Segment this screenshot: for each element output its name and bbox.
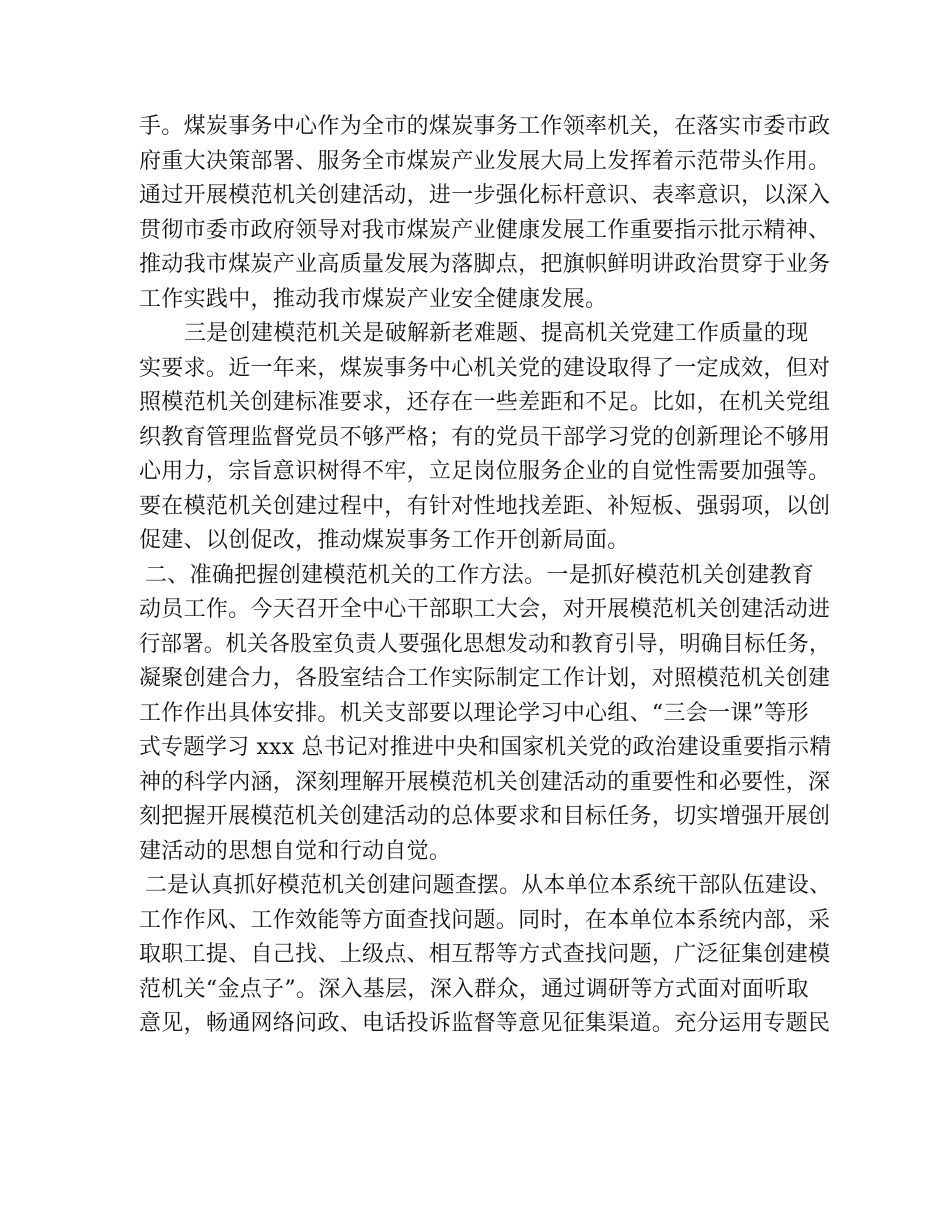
text-line: 取职工提、自己找、上级点、相互帮等方式查找问题，广泛征集创建模 [139, 942, 831, 967]
section-heading-line: 二、准确把握创建模范机关的工作方法。一是抓好模范机关创建教育 [145, 562, 815, 588]
text-line: 工作实践中，推动我市煤炭产业安全健康发展。 [139, 286, 608, 312]
text-line: 通过开展模范机关创建活动，进一步强化标杆意识、表率意识，以深入 [139, 183, 831, 208]
text-line: 工作作出具体安排。机关支部要以理论学习中心组、“三会一课”等形 [139, 700, 809, 726]
text-line: 促建、以创促改，推动煤炭事务工作开创新局面。 [139, 528, 630, 553]
document-body [139, 110, 832, 1042]
text-line: 要在模范机关创建过程中，有针对性地找差距、补短板、强弱项，以创 [139, 493, 831, 519]
text-line: 式专题学习 xxx 总书记对推进中央和国家机关党的政治建设重要指示精 [139, 735, 832, 760]
text-line: 府重大决策部署、服务全市煤炭产业发展大局上发挥着示范带头作用。 [139, 148, 831, 174]
text-line: 工作作风、工作效能等方面查找问题。同时，在本单位本系统内部，采 [139, 907, 831, 933]
text-line: 意见，畅通网络问政、电话投诉监督等意见征集渠道。充分运用专题民 [139, 1011, 831, 1036]
text-line: 心用力，宗旨意识树得不牢，立足岗位服务企业的自觉性需要加强等。 [139, 459, 831, 484]
paragraph-start-line: 三是创建模范机关是破解新老难题、提高机关党建工作质量的现 [184, 321, 809, 346]
text-line: 贯彻市委市政府领导对我市煤炭产业健康发展工作重要指示批示精神、 [139, 217, 831, 243]
text-line: 实要求。近一年来，煤炭事务中心机关党的建设取得了一定成效，但对 [139, 355, 831, 381]
text-line: 照模范机关创建标准要求，还存在一些差距和不足。比如，在机关党组 [139, 390, 831, 415]
text-line: 行部署。机关各股室负责人要强化思想发动和教育引导，明确目标任务， [139, 631, 831, 657]
text-line: 动员工作。今天召开全中心干部职工大会，对开展模范机关创建活动进 [139, 597, 831, 622]
text-line: 凝聚创建合力，各股室结合工作实际制定工作计划，对照模范机关创建 [139, 666, 831, 691]
text-line: 手。煤炭事务中心作为全市的煤炭事务工作领率机关，在落实市委市政 [139, 114, 831, 139]
text-line: 建活动的思想自觉和行动自觉。 [139, 838, 452, 864]
text-line: 推动我市煤炭产业高质量发展为落脚点，把旗帜鲜明讲政治贯穿于业务 [139, 252, 831, 277]
paragraph-start-line: 二是认真抓好模范机关创建问题查摆。从本单位本系统干部队伍建设、 [144, 873, 832, 898]
text-line: 织教育管理监督党员不够严格；有的党员干部学习党的创新理论不够用 [139, 424, 831, 450]
text-line: 范机关“金点子”。深入基层，深入群众，通过调研等方式面对面听取 [139, 976, 809, 1002]
text-line: 刻把握开展模范机关创建活动的总体要求和目标任务，切实增强开展创 [139, 804, 831, 829]
text-line: 神的科学内涵，深刻理解开展模范机关创建活动的重要性和必要性，深 [139, 769, 831, 795]
